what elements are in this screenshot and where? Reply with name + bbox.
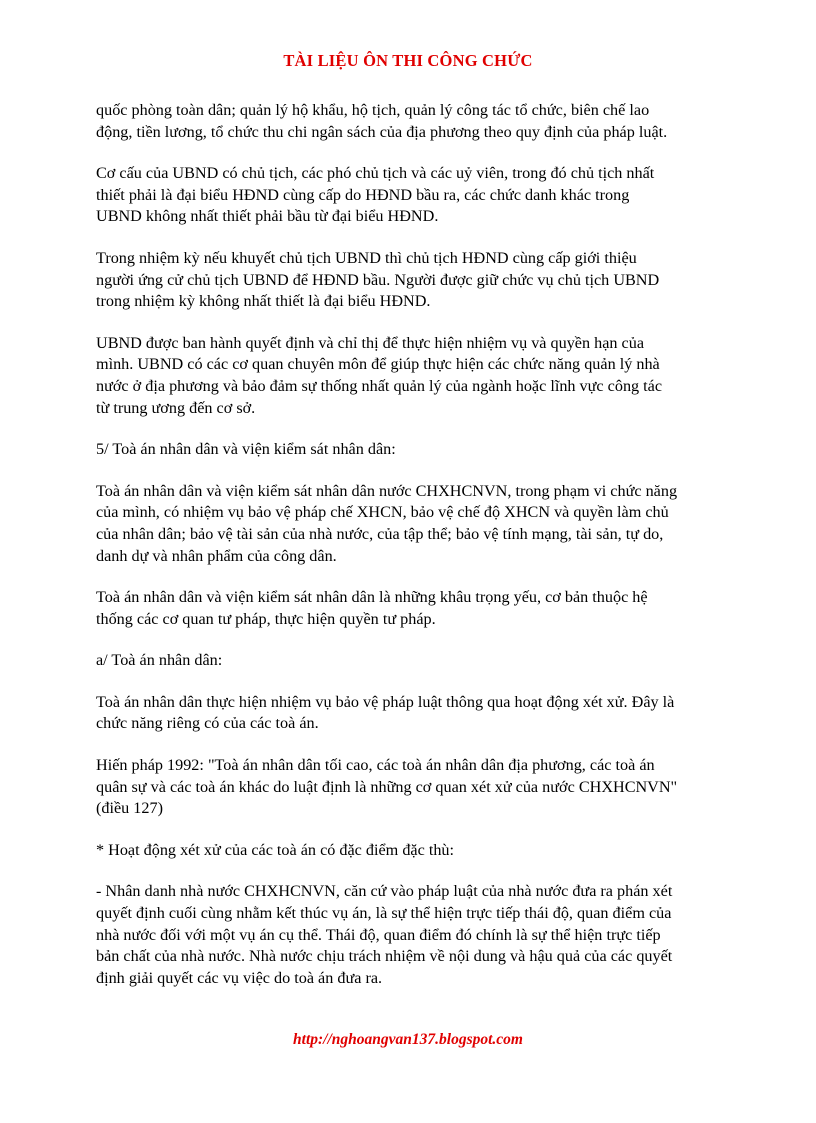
text-line: định giải quyết các vụ việc do toà án đưa ra. [96,968,383,987]
section-heading [96,439,726,461]
text-line: * Hoạt động xét xử của các toà án có đặc điểm đặc thù: [96,840,455,859]
text-line: của mình, có nhiệm vụ bảo vệ pháp chế XHCN, bảo vệ chế độ XHCN và quyền làm chủ [96,503,669,522]
text-line: từ trung ương đến cơ sở. [96,398,256,417]
text-line: danh dự và nhân phẩm của công dân. [96,546,337,565]
paragraph [96,163,726,228]
text-line: Toà án nhân dân và viện kiểm sát nhân dân nước CHXHCNVN, trong phạm vi chức năng [96,481,678,500]
document-body [96,100,726,1009]
text-line: 5/ Toà án nhân dân và viện kiểm sát nhân dân: [96,440,396,459]
text-line: - Nhân danh nhà nước CHXHCNVN, căn cứ vào pháp luật của nhà nước đưa ra phán xét [96,882,673,901]
text-line: nhà nước đối với một vụ án cụ thể. Thái độ, quan điểm đó chính là sự thể hiện trực tiếp [96,925,661,944]
paragraph [96,755,726,820]
footer-link[interactable]: http://nghoangvan137.blogspot.com [293,1031,523,1048]
text-line: Toà án nhân dân thực hiện nhiệm vụ bảo vệ pháp luật thông qua hoạt động xét xử. Đây là [96,692,675,711]
paragraph [96,100,726,143]
text-line: trong nhiệm kỳ không nhất thiết là đại biểu HĐND. [96,292,431,311]
text-line: bản chất của nhà nước. Nhà nước chịu trách nhiệm về nội dung và hậu quả của các quyết [96,947,673,966]
paragraph [96,481,726,567]
text-line: mình. UBND có các cơ quan chuyên môn để giúp thực hiện các chức năng quản lý nhà [96,355,660,374]
section-heading [96,650,726,672]
paragraph [96,587,726,630]
text-line: Trong nhiệm kỳ nếu khuyết chủ tịch UBND thì chủ tịch HĐND cùng cấp giới thiệu [96,248,637,267]
paragraph [96,840,726,862]
text-line: chức năng riêng có của các toà án. [96,714,319,733]
text-line: Cơ cấu của UBND có chủ tịch, các phó chủ tịch và các uỷ viên, trong đó chủ tịch nhất [96,164,655,183]
text-line: a/ Toà án nhân dân: [96,651,223,670]
text-line: người ứng cử chủ tịch UBND để HĐND bầu. Người được giữ chức vụ chủ tịch UBND [96,270,660,289]
page-header-title: TÀI LIỆU ÔN THI CÔNG CHỨC [283,51,533,70]
paragraph [96,248,726,313]
text-line: Hiến pháp 1992: "Toà án nhân dân tối cao, các toà án nhân dân địa phương, các toà án [96,756,655,775]
text-line: thống các cơ quan tư pháp, thực hiện quyền tư pháp. [96,609,436,628]
paragraph [96,692,726,735]
text-line: Toà án nhân dân và viện kiểm sát nhân dân là những khâu trọng yếu, cơ bản thuộc hệ [96,588,648,607]
text-line: quyết định cuối cùng nhằm kết thúc vụ án, là sự thể hiện trực tiếp thái độ, quan điểm của [96,904,672,923]
text-line: quốc phòng toàn dân; quản lý hộ khẩu, hộ tịch, quản lý công tác tổ chức, biên chế lao [96,101,650,119]
text-line: UBND được ban hành quyết định và chỉ thị để thực hiện nhiệm vụ và quyền hạn của [96,333,645,352]
paragraph [96,333,726,419]
paragraph [96,881,726,989]
text-line: của nhân dân; bảo vệ tài sản của nhà nước, của tập thể; bảo vệ tính mạng, tài sản, tự do, [96,524,664,543]
text-line: động, tiền lương, tổ chức thu chi ngân sách của địa phương theo quy định của pháp luật. [96,122,668,141]
text-line: nước ở địa phương và bảo đảm sự thống nhất quản lý của ngành hoặc lĩnh vực công tác [96,376,663,395]
text-line: (điều 127) [96,799,163,818]
text-line: UBND không nhất thiết phải bầu từ đại biểu HĐND. [96,207,439,226]
text-line: quân sự và các toà án khác do luật định là những cơ quan xét xử của nước CHXHCNVN" [96,777,678,796]
text-line: thiết phải là đại biểu HĐND cùng cấp do HĐND bầu ra, các chức danh khác trong [96,185,630,204]
